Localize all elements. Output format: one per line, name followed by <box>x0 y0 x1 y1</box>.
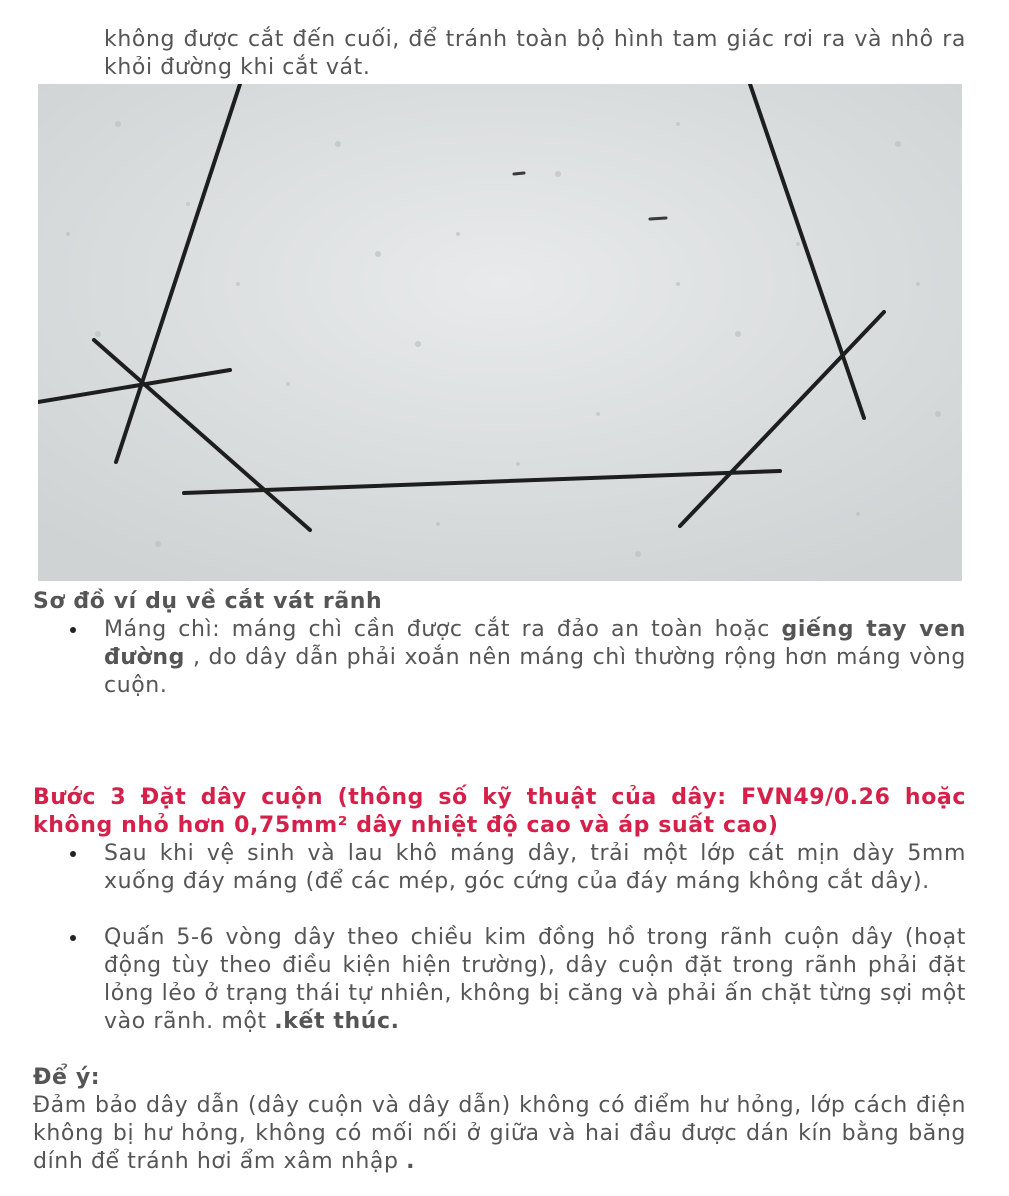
note-title: Để ý: <box>33 1065 101 1090</box>
intro-paragraph: không được cắt đến cuối, để tránh toàn bộ hình tam giác rơi ra và nhô ra khỏi đường khi cắt vát. <box>104 27 966 80</box>
list-item-bold: giếng tay ven đường <box>104 617 966 670</box>
note-body <box>33 1092 966 1176</box>
note-body-text: Đảm bảo dây dẫn (dây cuộn và dây dẫn) không có điểm hư hỏng, lớp cách điện không bị hư hỏng, không có mối nối ở giữa và hai đầu được dán kín bằng băng dính để tránh hơi ẩm xâm nhập <box>33 1093 966 1174</box>
concrete-surface <box>38 84 962 581</box>
bullet-icon <box>70 851 76 857</box>
list-item-text: Quấn 5-6 vòng dây theo chiều kim đồng hồ trong rãnh cuộn dây (hoạt động tùy theo điều kiện hiện trường), dây cuộn đặt trong rãnh phải đặt lỏng lẻo ở trạng thái tự nhiên, không bị căng và phải ấn chặt từng sợi một vào rãnh. một <box>104 925 966 1034</box>
list-item-text: Sau khi vệ sinh và lau khô máng dây, trải một lớp cát mịn dày 5mm xuống đáy máng (để các mép, góc cứng của đáy máng không cắt dây). <box>104 841 966 894</box>
list-item <box>104 924 966 1036</box>
list-item-bold: .kết thúc. <box>274 1009 400 1034</box>
step3-heading: Bước 3 Đặt dây cuộn (thông số kỹ thuật của dây: FVN49/0.26 hoặc không nhỏ hơn 0,75mm² dây nhiệt độ cao và áp suất cao) <box>33 785 966 838</box>
bullet-icon <box>70 935 76 941</box>
figure-caption: Sơ đồ ví dụ về cắt vát rãnh <box>33 589 383 614</box>
note-body-end: . <box>406 1149 416 1174</box>
list-item <box>104 616 966 700</box>
list-item-text-end: , do dây dẫn phải xoắn nên máng chì thường rộng hơn máng vòng cuộn. <box>104 645 966 698</box>
groove-cut-photo <box>38 84 962 581</box>
list-item-text: Máng chì: máng chì cần được cắt ra đảo an toàn hoặc <box>104 617 782 642</box>
list-item <box>104 840 966 896</box>
bullet-icon <box>70 627 76 633</box>
